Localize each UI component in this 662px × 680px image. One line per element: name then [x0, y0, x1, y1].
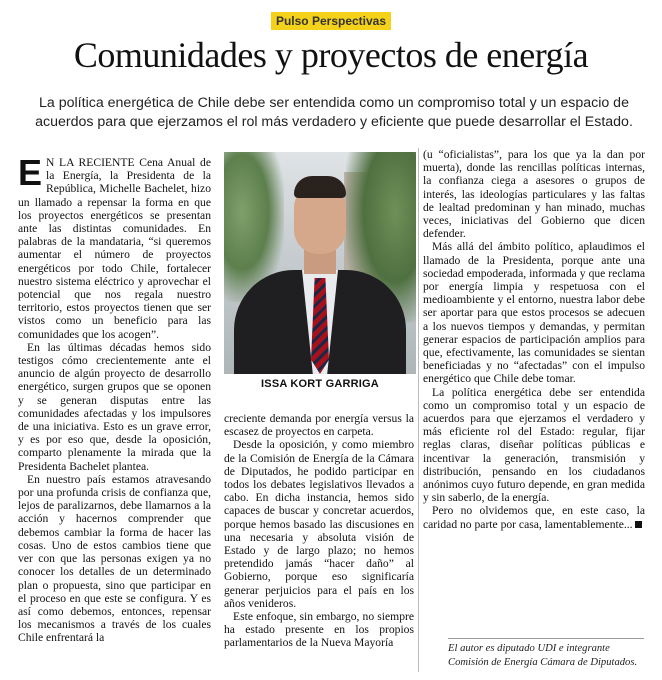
paragraph: creciente demanda por energía versus la escasez de proyectos en carpeta. [224, 412, 414, 439]
body-column-3 [423, 148, 645, 634]
paragraph: Más allá del ámbito político, aplaudimos el llamado de la Presidenta, porque ante una sociedad empoderada, informada y que reclama por energía limpia y respetuosa con el medioambiente y el entorno, nuestra labor debe ser aportar para que estos procesos se adecuen a los nuevos tiempos y demandas, y permitan generar espacios de participación amplios para que, efectivamente, las comunidades se sientan beneficiadas y no “afectadas” con el impulso energético que Chile debe tomar. [423, 240, 645, 386]
paragraph: En nuestro país estamos atravesando por una profunda crisis de confianza que, lejos de paralizarnos, debe llamarnos a la acción y hacernos comprender que debemos cambiar la forma de hacer las cosas. Uno de estos cambios tiene que ver con que las personas exigen ya no conocer los detalles de un determinado plan o propuesta, sino que participar en el proceso en que este se configura. Y es así como debemos, entonces, repensar los mecanismos a través de los cuales Chile enfrentará la [18, 472, 211, 645]
headline: Comunidades y proyectos de energía [73, 35, 589, 75]
drop-cap: E [18, 156, 43, 193]
deck-summary: La política energética de Chile debe ser entendida como un compromiso total y un espacio de acuerdos para que ejerzamos el rol más verdadero y eficiente que puede desarrollar el Estado. [35, 95, 633, 130]
paragraph: Desde la oposición, y como miembro de la Comisión de Energía de la Cámara de Diputados, he podido participar en todos los debates legislativos llevados a cabo. En dicha instancia, hemos sido capaces de buscar y concretar acuerdos, porque hemos basado las discusiones en una necesaria y absoluta visión de Estado y de largo plazo; no hemos pretendido jamás “hacer daño” al Gobierno, porque eso significaría generar perjuicios para el país en los años venideros. [224, 438, 414, 610]
paragraph-text: N LA RECIENTE Cena Anual de la Energía, la Presidenta de la República, Michelle Bachelet, hizo un llamado a repensar la forma en que los proyectos energéticos se presentan ante las distintas comunidades. En palabras de la mandataria, “si queremos aumentar el número de proyectos energéticos por todo Chile, fortalecer nuestro sistema eléctrico y aprovechar el potencial que nos regala nuestro territorio, estos proyectos tienen que ser vistos como un beneficio para las comunidades que los acogen”. [18, 156, 211, 341]
paragraph: En las últimas décadas hemos sido testigos cómo crecientemente ante el anuncio de algún proyecto de desarrollo energético, surgen grupos que se oponen y se generan disputas entre las comunidades afectadas y los impulsores de una iniciativa. Esto es un grave error, y es por eso que, desde la oposición, comparto plenamente la mirada que la Presidenta Bachelet plantea. [18, 340, 211, 473]
column-divider [418, 148, 419, 672]
paragraph-text: Pero no olvidemos que, en este caso, la caridad no parte por casa, lamentablemente... [423, 504, 645, 531]
photo-caption: ISSA KORT GARRIGA [261, 378, 379, 390]
section-label: Pulso Perspectivas [271, 12, 391, 30]
section-tag [0, 12, 662, 30]
body-column-2 [224, 412, 414, 667]
photo-hair [294, 176, 346, 198]
paragraph: (u “oficialistas”, para los que ya la dan por muerta), donde las rencillas políticas internas, la confianza ciega a asesores o grupos de interés, las ideologías particulares y las faltas de lealtad predominan y han minado, muchas veces, iniciativas del Gobierno que dicen defender. [423, 148, 645, 241]
paragraph [18, 156, 211, 341]
paragraph: Este enfoque, sin embargo, no siempre ha estado presente en los propios parlamentarios de la Nueva Mayoría [224, 610, 414, 650]
end-mark-icon [635, 521, 642, 528]
paragraph [423, 504, 645, 530]
paragraph: La política energética debe ser entendida como un compromiso total y un espacio de acuerdos para que ejerzamos el verdadero y más eficiente rol del Estado: regular, fijar reglas claras, diseñar políticas públicas e incentivar la generación, transmisión y distribución, pensando en los ciudadanos anónimos cuyo futuro depende, en gran medida y sin saberlo, de la energía. [423, 385, 645, 505]
author-photo [224, 152, 416, 374]
author-note: El autor es diputado UDI e integrante Comisión de Energía Cámara de Diputados. [448, 643, 638, 668]
note-divider [448, 638, 644, 639]
body-column-1 [18, 156, 211, 672]
